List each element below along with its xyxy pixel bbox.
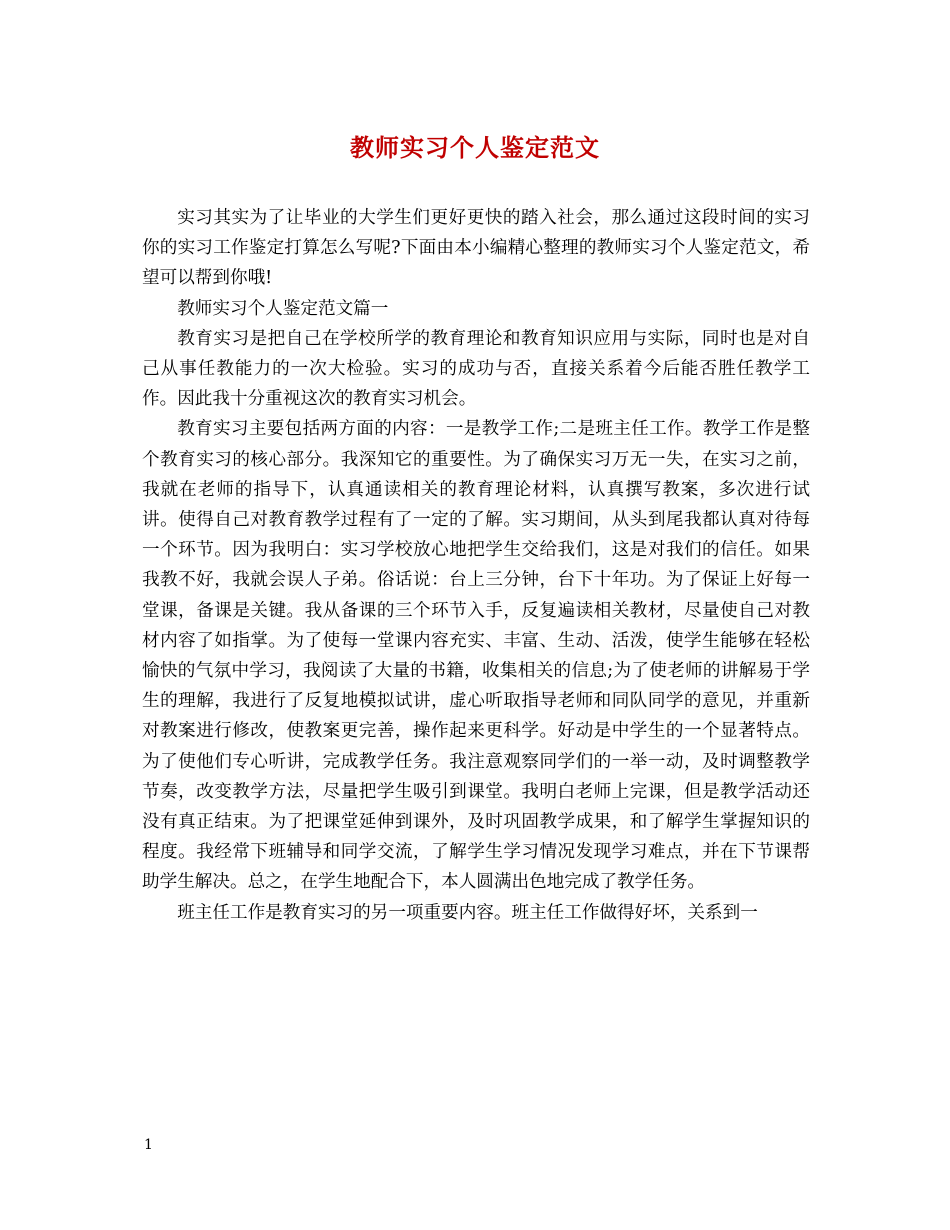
intro-paragraph: 实习其实为了让毕业的大学生们更好更快的踏入社会，那么通过这段时间的实习你的实习工作鉴定打算怎么写呢?下面由本小编精心整理的教师实习个人鉴定范文，希望可以帮到你哦!: [142, 208, 810, 289]
body-paragraph: 教育实习是把自己在学校所学的教育理论和教育知识应用与实际，同时也是对自己从事任教能力的一次大检验。实习的成功与否，直接关系着今后能否胜任教学工作。因此我十分重视这次的教育实习机会。: [142, 328, 810, 410]
body-paragraph: 班主任工作是教育实习的另一项重要内容。班主任工作做得好坏，关系到一: [177, 902, 758, 923]
page-number: 1: [144, 1137, 153, 1153]
document-body: [142, 203, 810, 928]
body-paragraph: 教育实习主要包括两方面的内容：一是教学工作;二是班主任工作。教学工作是整个教育实习的核心部分。我深知它的重要性。为了确保实习万无一失，在实习之前，我就在老师的指导下，认真通读相关的教育理论材料，认真撰写教案，多次进行试讲。使得自己对教育教学过程有了一定的了解。实习期间，从头到尾我都认真对待每一个环节。因为我明白：实习学校放心地把学生交给我们，这是对我们的信任。如果我教不好，我就会误人子弟。俗话说：台上三分钟，台下十年功。为了保证上好每一堂课，备课是关键。我从备课的三个环节入手，反复遍读相关教材，尽量使自己对教材内容了如指掌。为了使每一堂课内容充实、丰富、生动、活泼，使学生能够在轻松愉快的气氛中学习，我阅读了大量的书籍，收集相关的信息;为了使老师的讲解易于学生的理解，我进行了反复地模拟试讲，虚心听取指导老师和同队同学的意见，并重新对教案进行修改，使教案更完善，操作起来更科学。好动是中学生的一个显著特点。为了使他们专心听讲，完成教学任务。我注意观察同学们的一举一动，及时调整教学节奏，改变教学方法，尽量把学生吸引到课堂。我明白老师上完课，但是教学活动还没有真正结束。为了把课堂延伸到课外，及时巩固教学成果，和了解学生掌握知识的程度。我经常下班辅导和同学交流，了解学生学习情况发现学习难点，并在下节课帮助学生解决。总之，在学生地配合下，本人圆满出色地完成了教学任务。: [142, 419, 810, 893]
document-title: 教师实习个人鉴定范文: [350, 133, 600, 162]
section-heading: 教师实习个人鉴定范文篇一: [177, 298, 389, 319]
